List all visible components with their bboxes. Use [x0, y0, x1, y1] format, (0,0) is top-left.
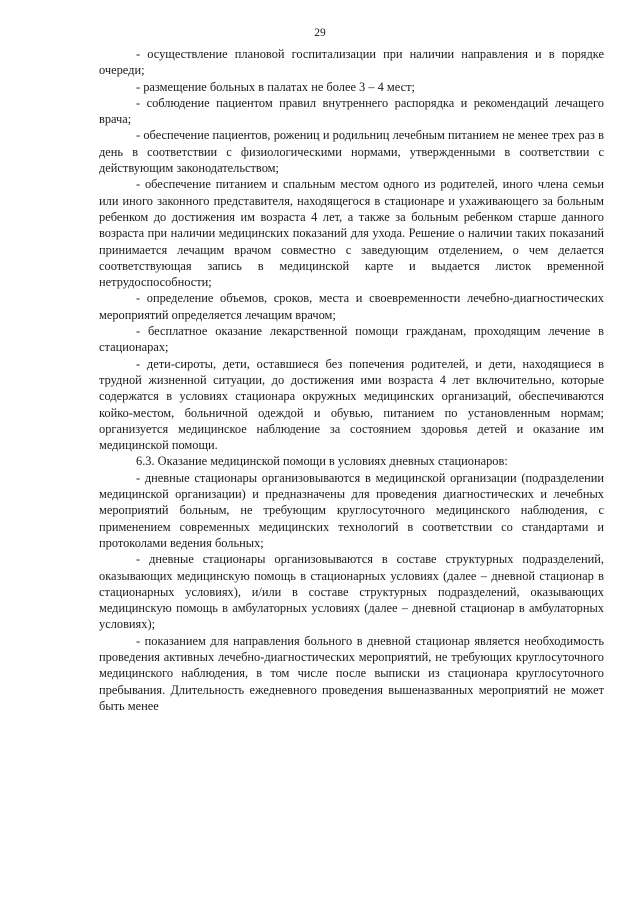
paragraph: - обеспечение питанием и спальным местом одного из родителей, иного члена семьи или иного законного представителя, находящегося в стационаре и ухаживающего за больным ребенком до достижения им возраста 4 лет, а также за больным ребенком старше данного возраста при наличии медицинских показаний для ухода. Решение о наличии таких показаний принимается лечащим врачом совместно с заведующим отделением, о чем делается соответствующая запись в медицинской карте и выдается листок временной нетрудоспособности;	[99, 177, 604, 290]
paragraph: - обеспечение пациентов, рожениц и родильниц лечебным питанием не менее трех раз в день в соответствии с физиологическими нормами, утвержденными в соответствии с действующим законодательством;	[99, 128, 604, 176]
paragraph: - бесплатное оказание лекарственной помощи гражданам, проходящим лечение в стационарах;	[99, 324, 604, 355]
section-heading: 6.3. Оказание медицинской помощи в условиях дневных стационаров:	[136, 454, 508, 469]
document-body	[99, 46, 604, 714]
paragraph: - дневные стационары организовываются в медицинской организации (подразделении медицинской организации) и предназначены для проведения диагностических и лечебных мероприятий больным, не требующим круглосуточного медицинского наблюдения, с применением современных медицинских технологий в соответствии со стандартами и протоколами ведения больных;	[99, 470, 604, 550]
paragraph: - показанием для направления больного в дневной стационар является необходимость проведения активных лечебно-диагностических мероприятий, не требующих круглосуточного медицинского наблюдения, в том числе после выписки из стационара круглосуточного пребывания. Длительность ежедневного проведения вышеназванных мероприятий не может быть менее	[99, 633, 604, 713]
paragraph: - определение объемов, сроков, места и своевременности лечебно-диагностических мероприятий определяется лечащим врачом;	[99, 291, 604, 322]
paragraph: - дети-сироты, дети, оставшиеся без попечения родителей, и дети, находящиеся в трудной жизненной ситуации, до достижения ими возраста 4 лет включительно, которые содержатся в условиях стационара окружных медицинских организаций, обеспечиваются койко-местом, больничной одеждой и обувью, питанием по установленным нормам; организуется медицинское наблюдение за состоянием здоровья детей и оказание им медицинской помощи.	[99, 356, 604, 453]
paragraph: - осуществление плановой госпитализации при наличии направления и в порядке очереди;	[99, 47, 604, 78]
paragraph: - соблюдение пациентом правил внутреннего распорядка и рекомендаций лечащего врача;	[99, 95, 604, 127]
paragraph: - размещение больных в палатах не более 3 – 4 мест;	[136, 79, 415, 94]
page-number: 29	[314, 27, 326, 39]
paragraph: - дневные стационары организовываются в составе структурных подразделений, оказывающих медицинскую помощь в стационарных условиях (далее – дневной стационар в стационарных условиях), и/или в составе структурных подразделений, оказывающих медицинскую помощь в амбулаторных условиях (далее – дневной стационар в амбулаторных условиях);	[99, 552, 604, 632]
